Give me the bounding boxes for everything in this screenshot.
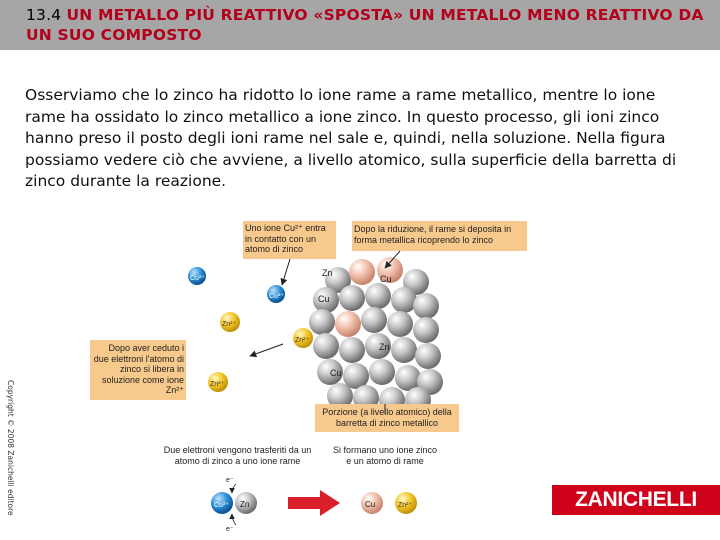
body-paragraph: Osserviamo che lo zinco ha ridotto lo ione rame a rame metallico, mentre lo ione rame ha ossidato lo zinco metallico a ione zinco. In questo processo, gli ioni zinco hanno preso il posto degli ioni rame nel sale e, quindi, nella soluzione. Nella figura possiamo vedere ciò che avviene, a livello atomico, sulla superficie della barretta di zinco durante la reazione. [25,86,677,190]
pointer-zn-release [250,344,283,356]
caption-formed: Si formano uno ione zinco e un atomo di rame [332,445,438,466]
label-zn-1: Zn [322,268,333,278]
reaction-diagram [211,477,417,533]
cu-ion-2-label: Cu²⁺ [269,293,284,300]
callout-zn-release: Dopo aver ceduto i due elettroni l'atomo di zinco si libera in soluzione come ione Zn²⁺ [93,343,184,395]
label-zn-2: Zn [379,342,390,352]
callout-deposit: Dopo la riduzione, il rame si deposita in forma metallica ricoprendo lo zinco [354,224,512,245]
electron-label-top: e⁻ [226,477,234,484]
label-cu-1: Cu [380,274,392,284]
label-cu-3: Cu [330,368,342,378]
callout-cu-contact: Uno ione Cu²⁺ entra in contatto con un atomo di zinco [245,223,326,254]
copyright-note: Copyright © 2008 Zanichelli editore [6,380,15,516]
zanichelli-logo: ZANICHELLI [552,485,720,515]
atom-cluster [309,257,443,413]
reaction-arrow [288,490,340,516]
zn-ion-3-label: Zn²⁺ [210,381,225,388]
section-number: 13.4 [26,6,62,24]
callout-portion: Porzione (a livello atomico) della barretta di zinco metallico [322,407,452,428]
title-text: UN METALLO PIÙ REATTIVO «SPOSTA» UN METALLO MENO REATTIVO DA UN SUO COMPOSTO [26,6,704,44]
label-cu-2: Cu [318,294,330,304]
caption-transfer: Due elettroni vengono trasferiti da un atomo di zinco a uno ione rame [163,445,312,466]
product-zn-label: Zn²⁺ [398,502,413,509]
reactant-zn-label: Zn [240,500,250,509]
pointer-cu-contact [282,259,290,285]
zn-ion-1-label: Zn²⁺ [222,321,237,328]
electron-label-bottom: e⁻ [226,526,234,533]
product-cu-label: Cu [365,500,376,509]
cu-ion-1-label: Cu²⁺ [190,275,205,282]
reactant-cu-label: Cu²⁺ [214,502,229,509]
zn-ion-2-label: Zn²⁺ [295,337,310,344]
